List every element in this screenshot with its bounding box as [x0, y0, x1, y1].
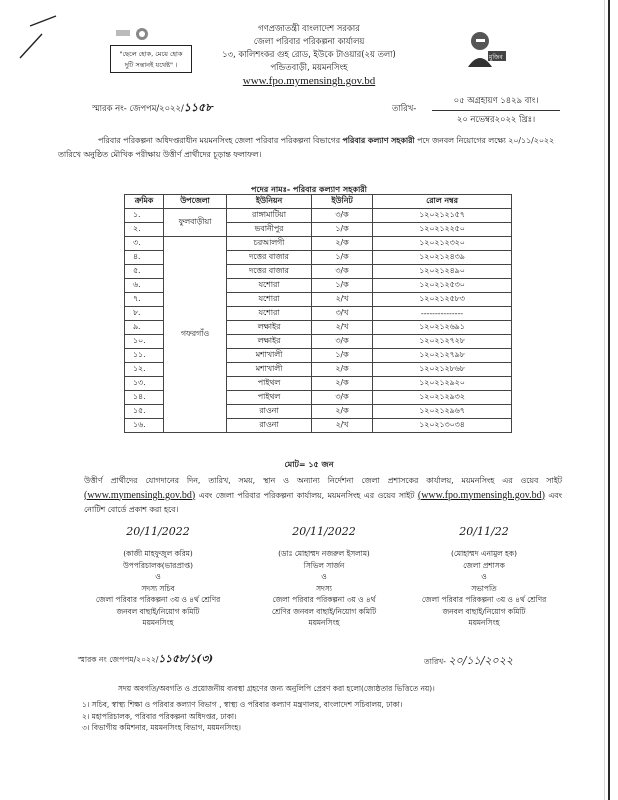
results-table: [124, 194, 512, 433]
table-row: ৩. গফরগাঁও চরআলগী ২/ক ১২০২১২৩২০: [125, 237, 512, 251]
signatory-civil-surgeon: 20/11/2022 (ডাঃ মোহাম্মদ নজরুল ইসলাম) সিভিল সার্জন ও সদস্য জেলা পরিবার পরিকল্পনা ৩য় ও ৪র্থ শ্রেণির জনবল বাছাই/নিয়োগ কমিটি ময়মনসিংহ: [244, 548, 404, 629]
table-row: ১১. মশাখালী ১/ক ১২০২১২৭৯৮: [125, 349, 512, 363]
signature-scrawl: 20/11/2022: [292, 525, 356, 538]
cc-item: ২। মহাপরিচালক, পরিবার পরিকল্পনা অধিদপ্তর, ঢাকা।: [82, 711, 237, 721]
header-unit: ইউনিট: [312, 195, 373, 209]
signature-scrawl: 20/11/22: [459, 525, 509, 538]
signatory-deputy-commissioner: 20/11/22 (মোহাম্মদ এনামুল হক) জেলা প্রশাসক ও সভাপতি জেলা পরিবার পরিকল্পনা ৩য় ও ৪র্থ শ্রেণির জনবল বাছাই/নিয়োগ কমিটি ময়মনসিংহ: [404, 548, 564, 629]
office-address-2: পন্ডিতবাড়ী, ময়মনসিংহ: [270, 62, 348, 72]
date-bangla: ০৫ অগ্রহায়ণ ১৪২৯ বাং।: [432, 94, 560, 111]
scan-edge-shadow: [604, 0, 605, 800]
svg-text:মুজিব: মুজিব: [489, 54, 503, 61]
date-handwritten: ২০/১১/২০২২: [448, 654, 514, 667]
table-row: ৪. দত্তের বাজার ১/ক ১২০২১২৪৩৯: [125, 251, 512, 265]
table-row: ১. ফুলবাড়ীয়া রাঙ্গামাটিয়া ৩/ক ১২০২১২১৫৭: [125, 209, 512, 223]
scan-edge-border: [608, 0, 610, 800]
header-roll: রোল নম্বর: [373, 195, 512, 209]
fpo-website-link[interactable]: (www.fpo.mymensingh.gov.bd): [417, 489, 545, 501]
date-label: তারিখ-: [392, 103, 417, 113]
signatory-deputy-director: 20/11/2022 (কাজী মাহফুজুল করিম) উপপরিচালক(ভারপ্রাপ্ত) ও সদস্য সচিব জেলা পরিবার পরিকল্পনা ৩য় ও ৪র্থ শ্রেণির জনবল বাছাই/নিয়োগ কমিটি ময়মনসিংহ: [78, 548, 238, 629]
signatory-name: (মোহাম্মদ এনামুল হক): [451, 549, 517, 558]
slogan-line-2: দুটি সন্তানই যথেষ্ট" ।: [124, 61, 178, 69]
letterhead: [0, 22, 618, 89]
table-row: ২. ভবানীপুর ১/ক ১২০২১২২৫০: [125, 223, 512, 237]
office-website-link[interactable]: www.fpo.mymensingh.gov.bd: [242, 75, 376, 87]
table-row: ৯. লক্ষাইর ২/খ ১২০২১২৬৯১: [125, 321, 512, 335]
table-header-row: [125, 195, 512, 209]
signatory-name: (ডাঃ মোহাম্মদ নজরুল ইসলাম): [278, 549, 370, 558]
table-row: ১৫. রাওনা ২/ক ১২০২১২৯৬৭: [125, 405, 512, 419]
cc-item: ১। সচিব, স্বাস্থ্য শিক্ষা ও পরিবার কল্যাণ বিভাগ , স্বাস্থ্য ও পরিবার কল্যাণ মন্ত্রণালয়, বাংলাদেশ সচিবালয়, ঢাকা।: [82, 700, 403, 709]
signatory-role: সদস্য সচিব: [141, 583, 175, 593]
memo-number: [92, 99, 212, 118]
table-row: ৭. যশোরা ২/খ ১২০২১২৫৮৩: [125, 293, 512, 307]
post-title: পদের নামঃ- পরিবার কল্যাণ সহকারী: [251, 185, 367, 194]
signatory-name: (কাজী মাহফুজুল করিম): [123, 549, 193, 558]
table-row: ৬. যশোরা ১/ক ১২০২১২৫৩০: [125, 279, 512, 293]
table-row: ১২. মশাখালী ২/ক ১২০২১২৮৬৮: [125, 363, 512, 377]
cc-list: [82, 699, 402, 734]
office-name: জেলা পরিবার পরিকল্পনা কার্যালয়: [253, 36, 365, 46]
date-copy: তারিখ- ২০/১১/২০২২: [424, 654, 514, 667]
table-row: ৫. দত্তের বাজার ৩/ক ১২০২১২৪৯০: [125, 265, 512, 279]
office-address-1: ১৩, কালিশংকর গুহ রোড, ইউকে টাওয়ার(২য় তলা): [222, 49, 396, 59]
slogan-line-1: "ছেলে হোক, মেয়ে হোক: [119, 50, 183, 58]
signatory-title: জেলা প্রশাসক: [463, 560, 505, 570]
header-serial: ক্রমিক: [125, 195, 164, 209]
memo-number-handwritten: ১১৫৮: [183, 101, 213, 114]
post-name-bold: পরিবার কল্যাণ সহকারী: [342, 136, 415, 145]
intro-paragraph: পরিবার পরিকল্পনা অধিদপ্তরাধীন ময়মনসিংহ জেলা পরিবার পরিকল্পনা বিভাগের পরিবার কল্যাণ সহকারী পদে জনবল নিয়োগের লক্ষ্যে ২০/১১/২০২২ তারিখে অনুষ্ঠিত মৌখিক পরীক্ষায় উত্তীর্ণ প্রার্থীদের চূড়ান্ত ফলাফল।: [58, 136, 555, 159]
signatory-title: সিভিল সার্জন: [303, 560, 345, 570]
upazila-cell: ফুলবাড়ীয়া: [164, 209, 227, 237]
signatory-role: সদস্য: [316, 583, 332, 593]
header-union: ইউনিয়ন: [227, 195, 312, 209]
table-row: ১৪. পাইথল ৩/ক ১২০২১২৯৩২: [125, 391, 512, 405]
memo-number-handwritten: ১১৫৮/১(৩): [158, 653, 214, 665]
table-row: ১০. লক্ষাইর ৩/ক ১২০২১২৭২৮: [125, 335, 512, 349]
gov-title: গণপ্রজাতন্ত্রী বাংলাদেশ সরকার: [258, 23, 360, 33]
notice-paragraph: উত্তীর্ণ প্রার্থীদের যোগদানের দিন, তারিখ, সময়, স্থান ও অন্যান্য নির্দেশনা জেলা প্রশাসকের কার্যালয়, ময়মনসিংহ এর ওয়েব সাইট (www.mymensingh.gov.bd) এবং জেলা পরিবার পরিকল্পনা কার্যালয়, ময়মনসিংহ এর ওয়েব সাইট (www.fpo.mymensingh.gov.bd) এবং নোটিশ বোর্ডে প্রকাশ করা হবে।: [84, 476, 562, 514]
table-row: ১৩. পাইথল ২/ক ১২০২১২৯২০: [125, 377, 512, 391]
cc-item: ৩। বিভাগীয় কমিশনার, ময়মনসিংহ বিভাগ, ময়মনসিংহ।: [82, 723, 241, 732]
upazila-cell: গফরগাঁও: [164, 237, 227, 433]
date-gregorian: ২০ নভেম্বর২০২২ খ্রিঃ।: [456, 114, 536, 124]
signature-scrawl: 20/11/2022: [126, 525, 190, 538]
district-website-link[interactable]: (www.mymensingh.gov.bd): [84, 489, 196, 501]
memo-number-copy: স্মারক নং জেপপম/২০২২/১১৫৮/১(৩): [78, 653, 214, 665]
cc-intro: সদয় অবগতি/অবগতি ও প্রয়োজনীয় ব্যবস্থা গ্রহণের জন্য অনুলিপি প্রেরণ করা হলো(জ্যেষ্ঠতার ভিত্তিতে নয়)।: [118, 684, 435, 693]
signatory-role: সভাপতি: [471, 583, 497, 593]
header-upazila: উপজেলা: [164, 195, 227, 209]
table-row: ১৬. রাওনা ২/খ ১২০২১৩০৩৪: [125, 419, 512, 433]
table-row: ৮. যশোরা ৩/খ ---------------: [125, 307, 512, 321]
memo-label: স্মারক নং- জেপপম/২০২২/: [92, 103, 184, 113]
signatory-title: উপপরিচালক(ভারপ্রাপ্ত): [123, 560, 193, 570]
total-count: মোট= ১৫ জন: [284, 460, 334, 469]
